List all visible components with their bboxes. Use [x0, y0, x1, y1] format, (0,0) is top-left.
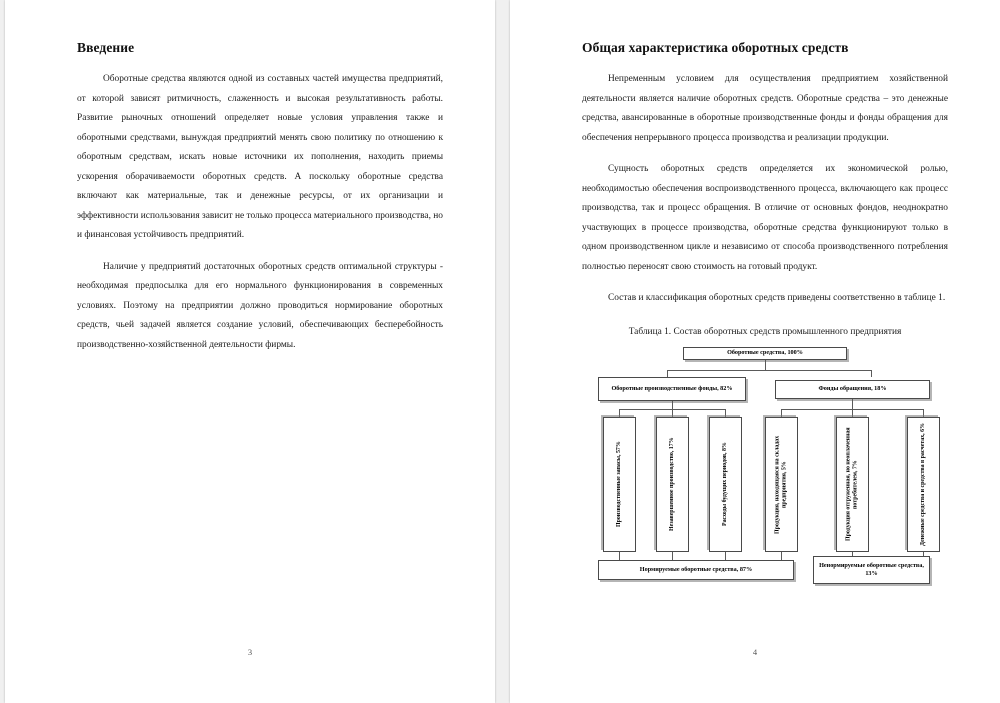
diagram-connector [619, 409, 620, 417]
document-page-3 [5, 0, 495, 703]
diagram-connector [725, 552, 726, 560]
working-capital-diagram [595, 347, 935, 585]
diagram-connector [725, 409, 726, 417]
diagram-column-box: Незавершенное производство, 17% [656, 417, 689, 552]
diagram-connector [852, 399, 853, 409]
diagram-column-box: Продукция, находящаяся на складах предприятия, 5% [765, 417, 798, 552]
page-number: 4 [752, 647, 758, 657]
diagram-root-box: Оборотные средства, 100% [683, 347, 847, 360]
diagram-column-box: Расходы будущих периодов, 8% [709, 417, 742, 552]
document-page-4 [510, 0, 1000, 703]
page-number: 3 [247, 647, 253, 657]
diagram-footer-left: Нормируемые оборотные средства, 87% [598, 560, 794, 580]
diagram-branch-right: Фонды обращения, 18% [775, 380, 930, 399]
page-title: Общая характеристика оборотных средств [582, 40, 849, 55]
diagram-connector [781, 409, 782, 417]
diagram-column-box: Производственные запасы, 57% [603, 417, 636, 552]
diagram-connector [672, 552, 673, 560]
diagram-connector [667, 370, 871, 371]
diagram-connector [667, 370, 668, 377]
paragraph: Наличие у предприятий достаточных оборотных средств оптимальной структуры - необходимая предпосылка для его нормального функционирования в современных условиях. Поэтому на предприятии должно проводиться нормирование оборотных средств, чьей задачей является создание условий, обеспечивающих бесперебойность производственно-хозяйственной деятельности фирмы. [77, 261, 443, 350]
diagram-connector [619, 552, 620, 560]
diagram-connector [672, 409, 673, 417]
diagram-connector [871, 370, 872, 377]
paragraph: Непременным условием для осуществления предприятием хозяйственной деятельности является наличие оборотных средств. Оборотные средства – это денежные средства, авансированные в оборотные производственные фонды и фонды обращения для обеспечения непрерывного процесса производства и реализации продукции. [582, 74, 948, 143]
diagram-connector [781, 552, 782, 560]
diagram-connector [852, 409, 853, 417]
diagram-footer-right: Ненормируемые оборотные средства, 13% [813, 556, 930, 584]
paragraph: Сущность оборотных средств определяется их экономической ролью, необходимостью обеспечения воспроизводственного процесса, включающего как процесс производства, так и процесс обращения. В отличие от основных фондов, неоднократно участвующих в процессе производства, оборотные средства функционируют только в одном производственном цикле и независимо от способа производственного потребления полностью переносят свою стоимость на готовый продукт. [582, 164, 948, 272]
diagram-column-box: Денежные средства и средства в расчетах, 6% [907, 417, 940, 552]
diagram-connector [923, 409, 924, 417]
diagram-connector [765, 360, 766, 370]
page-content [582, 40, 948, 643]
paragraph: Оборотные средства являются одной из составных частей имущества предприятий, от которой зависят ритмичность, слаженность и высокая результативность работы. Развитие рыночных отношений определяет новые условия управления также и оборотными средствами, вынуждая предприятий менять свою политику по отношению к оборотным средствам, искать новые источники их пополнения, находить приемы ускорения оборачиваемости оборотных средств. А поскольку оборотные средства включают как материальные, так и денежные ресурсы, от их организации и эффективности использования зависит не только процесса материального производства, но и финансовая устойчивость предприятий. [77, 74, 443, 240]
page-title: Введение [77, 40, 135, 55]
page-content [77, 40, 443, 643]
diagram-branch-left: Оборотные производственные фонды, 82% [598, 377, 746, 401]
diagram-column-box: Продукция отгруженная, но неоплаченная потребителем, 7% [836, 417, 869, 552]
diagram-connector [672, 401, 673, 409]
paragraph: Состав и классификация оборотных средств приведены соответственно в таблице 1. [608, 293, 946, 303]
table-caption: Таблица 1. Состав оборотных средств промышленного предприятия [628, 326, 902, 337]
